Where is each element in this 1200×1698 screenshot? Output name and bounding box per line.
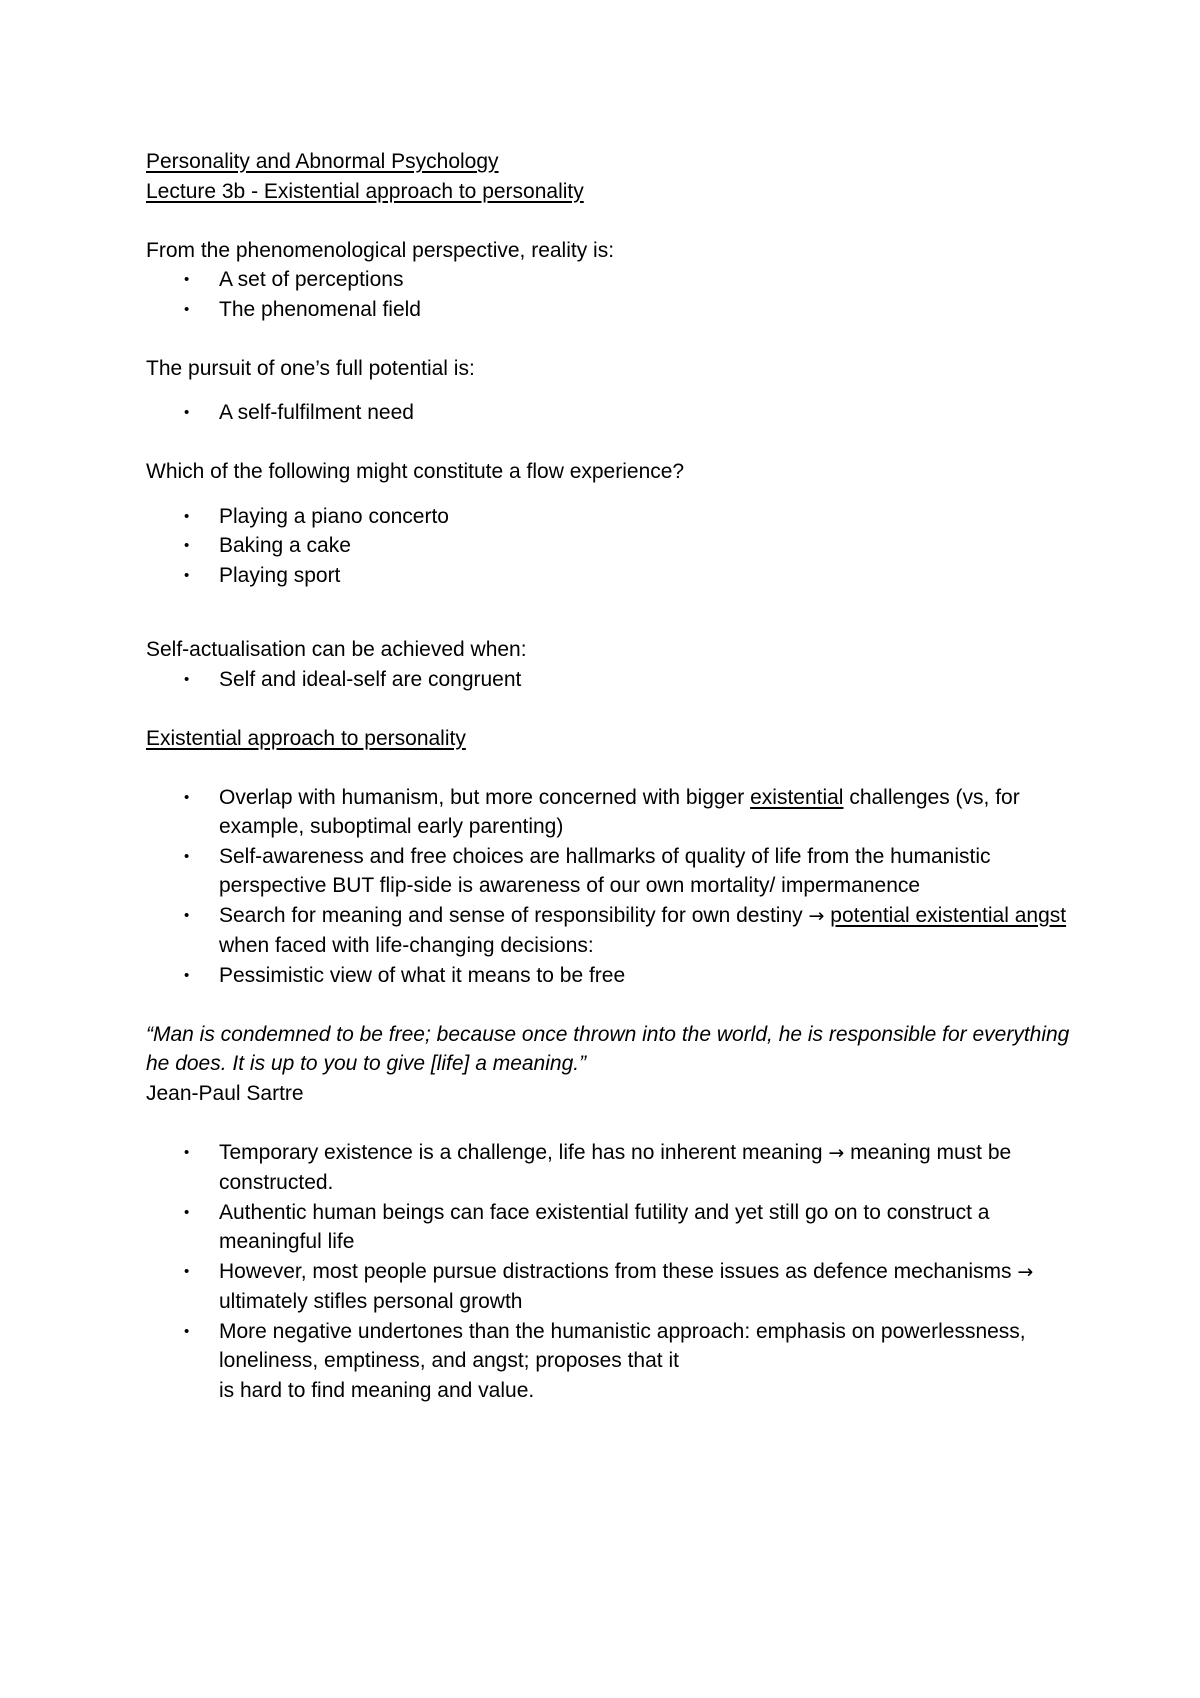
list-item: • Baking a cake xyxy=(146,531,1086,561)
document-page xyxy=(146,147,1086,1405)
bullet-icon: • xyxy=(184,404,190,421)
answer-list-flow-experience xyxy=(146,502,1086,591)
section-heading: Existential approach to personality xyxy=(146,726,466,750)
bullet-icon: • xyxy=(184,1203,190,1221)
bullet-icon: • xyxy=(184,670,190,688)
bullet-icon: • xyxy=(184,1322,190,1340)
list-item: • More negative undertones than the humanistic approach: emphasis on powerlessness, loneliness, emptiness, and angst; proposes that it is hard to find meaning and value. xyxy=(146,1317,1086,1406)
lecture-title: Lecture 3b - Existential approach to personality xyxy=(146,179,584,203)
bullet-icon: • xyxy=(184,507,190,525)
underlined-term: potential existential angst xyxy=(830,903,1067,927)
underlined-term: existential xyxy=(750,785,844,809)
bullet-icon: • xyxy=(184,1143,190,1161)
arrow-right-icon: → xyxy=(1017,1260,1034,1283)
list-item: • A self-fulfilment need xyxy=(146,398,1086,428)
bullet-icon: • xyxy=(184,1262,190,1280)
list-item: • Playing sport xyxy=(146,561,1086,591)
list-item: • Overlap with humanism, but more concerned with bigger existential challenges (vs, for example, suboptimal early parenting) xyxy=(146,783,1086,842)
bullet-icon: • xyxy=(184,271,190,288)
list-item: • Pessimistic view of what it means to be free xyxy=(146,961,1086,991)
list-item: • Temporary existence is a challenge, life has no inherent meaning → meaning must be constructed. xyxy=(146,1138,1086,1198)
question-self-actualisation: Self-actualisation can be achieved when: xyxy=(146,638,527,661)
arrow-right-icon: → xyxy=(828,1141,845,1164)
list-item: • Self-awareness and free choices are hallmarks of quality of life from the humanistic perspective BUT flip-side is awareness of our own mortality/ impermanence xyxy=(146,842,1086,901)
final-points-list xyxy=(146,1138,1086,1406)
answer-list-full-potential xyxy=(146,398,1086,428)
list-item: • A set of perceptions xyxy=(146,265,1086,295)
arrow-right-icon: → xyxy=(808,904,825,927)
bullet-icon: • xyxy=(184,788,190,806)
list-item: • Authentic human beings can face existential futility and yet still go on to construct a meaningful life xyxy=(146,1198,1086,1257)
sartre-quote: “Man is condemned to be free; because once thrown into the world, he is responsible for everything he does. It is up to you to give [life] a meaning.” xyxy=(146,1022,1070,1075)
answer-list-phenomenological xyxy=(146,265,1086,324)
course-title: Personality and Abnormal Psychology xyxy=(146,150,499,173)
existential-points-list xyxy=(146,783,1086,991)
bullet-icon: • xyxy=(184,300,190,318)
question-full-potential: The pursuit of one’s full potential is: xyxy=(146,356,475,380)
quote-author: Jean-Paul Sartre xyxy=(146,1081,304,1105)
bullet-icon: • xyxy=(184,847,190,865)
list-item: • However, most people pursue distractions from these issues as defence mechanisms → ultimately stifles personal growth xyxy=(146,1257,1086,1317)
answer-list-self-actualisation xyxy=(146,665,1086,695)
bullet-icon: • xyxy=(184,966,190,984)
question-flow-experience: Which of the following might constitute a flow experience? xyxy=(146,460,685,483)
list-item: • Playing a piano concerto xyxy=(146,502,1086,532)
bullet-icon: • xyxy=(184,566,190,584)
list-item: • The phenomenal field xyxy=(146,295,1086,325)
question-phenomenological: From the phenomenological perspective, reality is: xyxy=(146,238,615,262)
bullet-icon: • xyxy=(184,906,190,924)
list-item: • Self and ideal-self are congruent xyxy=(146,665,1086,695)
list-item: • Search for meaning and sense of responsibility for own destiny → potential existential angst when faced with life-changing decisions: xyxy=(146,901,1086,961)
bullet-icon: • xyxy=(184,537,190,554)
